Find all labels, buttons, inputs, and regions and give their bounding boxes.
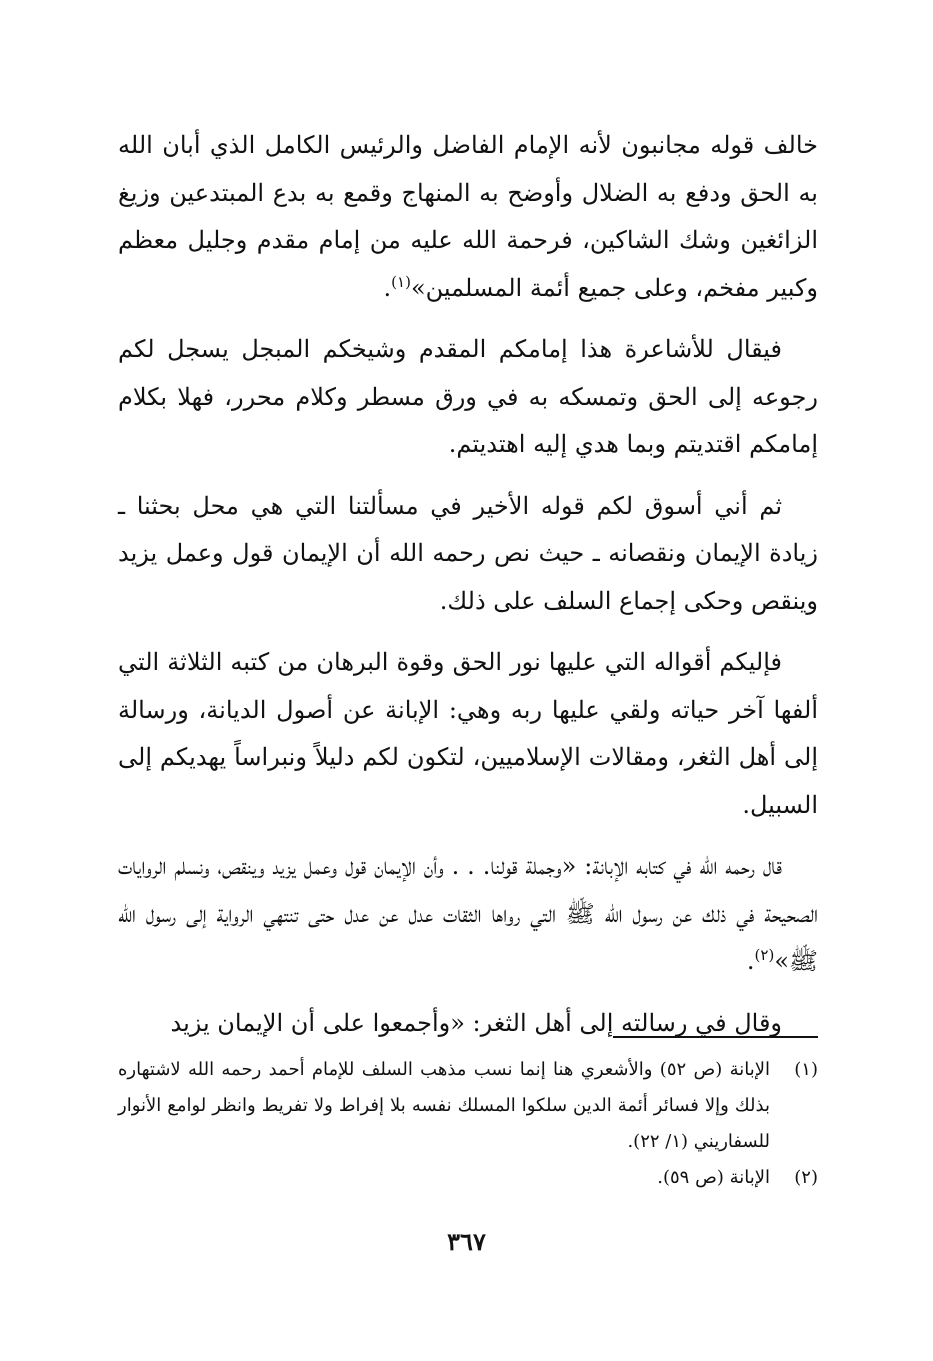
footnote-2: [118, 1160, 818, 1196]
paragraph-4: فإليكم أقواله التي عليها نور الحق وقوة البرهان من كتبه الثلاثة التي ألفها آخر حياته ولقي عليها ربه وهي: الإبانة عن أصول الديانة، ورسالة إلى أهل الثغر، ومقالات الإسلاميين، لتكون لكم دليلاً ونبراساً يهديكم إلى السبيل.: [118, 648, 818, 819]
paragraph-5-text: قال رحمه الله في كتابه الإبانة: «وجملة قولنا. . . وأن الإيمان قول وعمل يزيد وينقص، ونسلم الروايات الصحيحة في ذلك عن رسول الله ﷺ التي رواها الثقات عدل عن عدل حتى تنتهي الرواية إلى رسول الله ﷺ»: [118, 852, 819, 975]
footnotes: [118, 1052, 818, 1196]
footnote-ref-1: (١): [391, 272, 411, 291]
main-text: [118, 122, 818, 1061]
paragraph-1-text: خالف قوله مجانبون لأنه الإمام الفاضل والرئيس الكامل الذي أبان الله به الحق ودفع به الضلال وأوضح به المنهاج وقمع به بدع المبتدعين وزيغ الزائغين وشك الشاكين، فرحمة الله عليه من إمام مقدم وجليل معظم وكبير مفخم، وعلى جميع أئمة المسلمين»: [118, 131, 818, 302]
page-number: ٣٦٧: [447, 1227, 486, 1256]
footnote-2-number: (٢): [794, 1167, 818, 1188]
paragraph-3: ثم أني أسوق لكم قوله الأخير في مسألتنا التي هي محل بحثنا ـ زيادة الإيمان ونقصانه ـ حيث نص رحمه الله أن الإيمان قول وعمل يزيد وينقص وحكى إجماع السلف على ذلك.: [118, 491, 818, 615]
paragraph-6: وقال في رسالته إلى أهل الثغر: «وأجمعوا على أن الإيمان يزيد: [170, 1008, 782, 1037]
footnote-1-text: الإبانة (ص ٥٢) والأشعري هنا إنما نسب مذهب السلف للإمام أحمد رحمه الله لاشتهاره بذلك وإلا فسائر أئمة الدين سلكوا المسلك نفسه بلا إفراط ولا تفريط وانظر لوامع الأنوار للسفاريني (١/ ٢٢).: [118, 1059, 770, 1152]
footnote-separator: [613, 1036, 818, 1038]
footnote-1-number: (١): [794, 1059, 818, 1080]
paragraph-1-tail: .: [383, 273, 392, 302]
paragraph-5: [118, 843, 818, 986]
paragraph-5-tail: .: [746, 947, 755, 975]
footnote-ref-2: (٢): [754, 946, 775, 964]
footnote-2-text: الإبانة (ص ٥٩).: [657, 1167, 770, 1188]
footnote-1: [118, 1052, 818, 1160]
paragraph-1: [118, 122, 818, 312]
paragraph-2: فيقال للأشاعرة هذا إمامكم المقدم وشيخكم المبجل يسجل لكم رجوعه إلى الحق وتمسكه به في ورق مسطر وكلام محرر، فهلا بكلام إمامكم اقتديتم وبما هدي إليه اهتديتم.: [118, 335, 818, 458]
